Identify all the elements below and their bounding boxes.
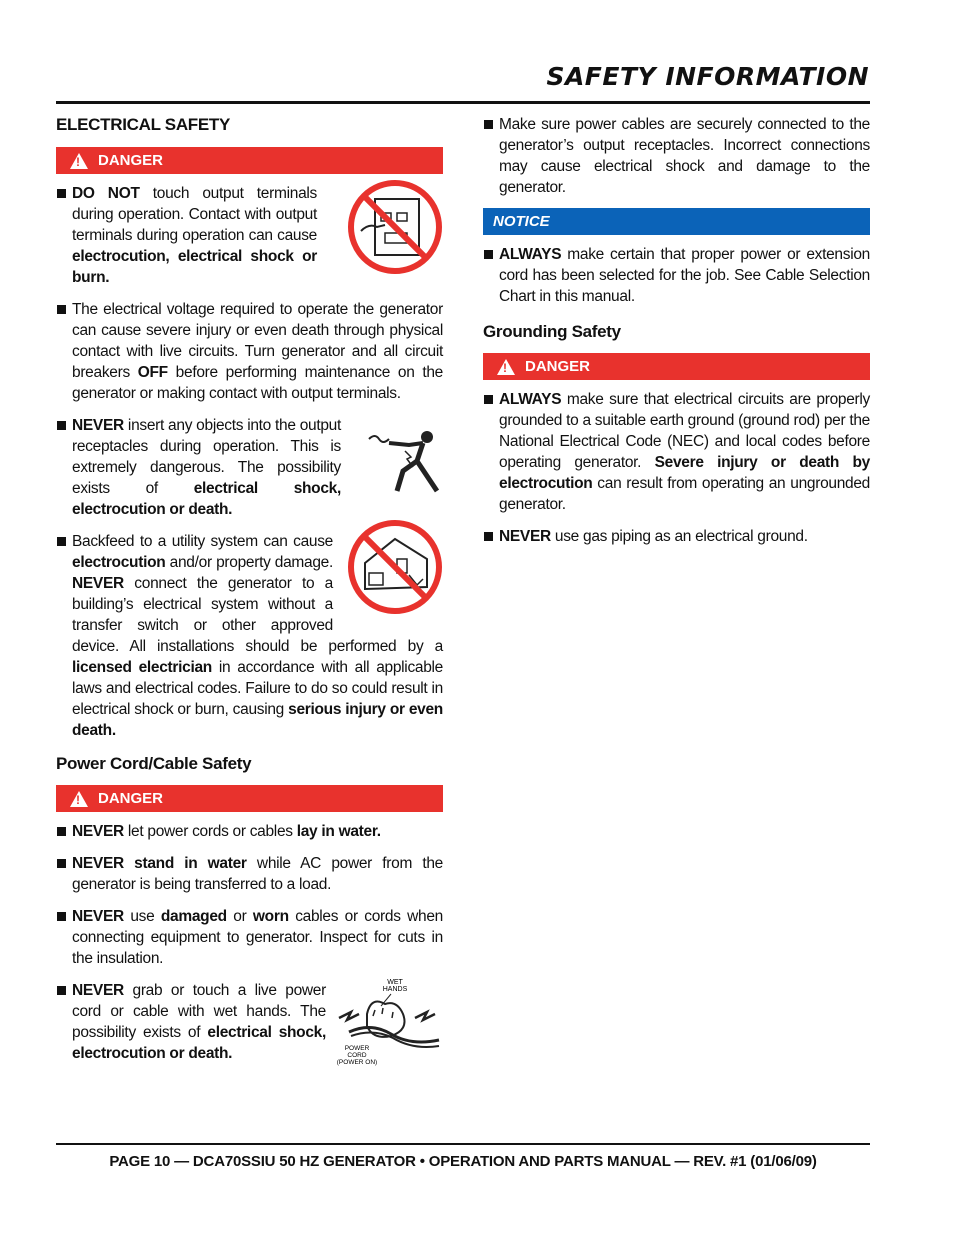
wet-hands-power-cord-icon — [331, 974, 443, 1070]
b7-bold-2: damaged — [160, 908, 227, 925]
cord-label-line3: (POWER ON) — [336, 1059, 378, 1066]
b2-text-end: before performing maintenance on the generator or making contact with output terminals. — [72, 364, 443, 402]
bullet-secure-cables — [483, 114, 870, 198]
b4-bold-2: NEVER — [72, 575, 124, 592]
warning-triangle-icon: ! — [497, 359, 515, 375]
bullet-damaged-cables — [56, 906, 443, 969]
r-b3-text-2: can result from operating an ungrounded generator. — [499, 475, 870, 513]
page-footer: PAGE 10 — DCA70SSIU 50 HZ GENERATOR • OPERATION AND PARTS MANUAL — REV. #1 (01/06/09) — [109, 1153, 817, 1170]
r-b3-bold-2: Severe injury or death by electrocution — [499, 454, 870, 492]
b1-bold-end: electrocution, electrical shock or burn. — [72, 248, 317, 286]
b4-text-3: connect the generator to a building’s electrical system without a transfer switch or other approved device. All installations should be performed by a — [72, 575, 443, 655]
r-b1-text: Make sure power cables are securely connected to the generator’s output receptacles. Incorrect connections may cause electrical shock and damage to the generator. — [499, 116, 870, 196]
bullet-proper-cord — [483, 244, 870, 307]
bullet-wet-hands — [56, 980, 443, 1064]
bullet-do-not-touch — [56, 183, 443, 288]
b3-bold: NEVER — [72, 417, 124, 434]
wet-label-line1: WET — [387, 979, 403, 986]
left-column — [56, 114, 443, 1064]
b4-bold-4: serious injury or even death. — [72, 701, 443, 739]
b7-text-2: or — [226, 908, 253, 925]
b4-bold-3: licensed electrician — [72, 659, 212, 676]
bullet-grounded — [483, 389, 870, 515]
b8-bold-end: electrical shock, electrocution or death. — [72, 1024, 327, 1062]
header-rule — [56, 101, 870, 104]
bullet-gas-piping — [483, 526, 870, 547]
b8-bold: NEVER — [72, 982, 124, 999]
danger-banner-3 — [483, 353, 870, 380]
b1-text: touch output terminals during operation. Contact with output terminals during operation can cause — [72, 185, 317, 244]
electrical-safety-heading: ELECTRICAL SAFETY — [56, 115, 231, 134]
b3-bold-end: electrical shock, electrocution or death. — [72, 480, 341, 518]
bullet-backfeed — [56, 531, 443, 741]
b4-text-4: in accordance with all applicable laws and electrical codes. Failure to do so could result in electrical shock or burn, causing — [72, 659, 443, 718]
bullet-lay-in-water — [56, 821, 443, 842]
b5-bold: NEVER — [72, 823, 124, 840]
b2-text: The electrical voltage required to operate the generator can cause severe injury or even death through physical contact with live circuits. Turn generator and all circuit breakers — [72, 301, 443, 381]
right-column — [483, 114, 870, 547]
r-b3-bold-1: ALWAYS — [499, 391, 562, 408]
danger-banner — [56, 147, 443, 174]
electric-shock-figure-icon — [365, 421, 447, 499]
b4-text: Backfeed to a utility system can cause — [72, 533, 333, 550]
danger-label: DANGER — [98, 152, 164, 169]
r-b4-text: use gas piping as an electrical ground. — [550, 528, 808, 545]
danger-label-3: DANGER — [525, 358, 591, 375]
warning-triangle-icon: ! — [70, 153, 88, 169]
bullet-stand-in-water — [56, 853, 443, 895]
cord-label-line2: CORD — [347, 1052, 367, 1059]
no-touch-terminals-icon — [347, 179, 443, 275]
b7-text-3: cables or cords when connecting equipment to generator. Inspect for cuts in the insulation. — [72, 908, 443, 967]
b4-text-2: and/or property damage. — [165, 554, 333, 571]
b6-text: while AC power from the generator is being transferred to a load. — [72, 855, 443, 893]
footer-rule — [56, 1143, 870, 1145]
notice-banner — [483, 208, 870, 235]
wet-label-line2: HANDS — [382, 986, 408, 993]
r-b2-text: make certain that proper power or extension cord has been selected for the job. See Cable Selection Chart in this manual. — [499, 246, 870, 305]
b2-bold: OFF — [137, 364, 168, 381]
b1-bold: DO NOT — [72, 185, 140, 202]
b7-text-1: use — [123, 908, 161, 925]
notice-label: NOTICE — [493, 213, 550, 230]
page-title: SAFETY INFORMATION — [546, 62, 869, 91]
r-b2-bold: ALWAYS — [499, 246, 562, 263]
danger-banner-2 — [56, 785, 443, 812]
grounding-heading: Grounding Safety — [483, 322, 621, 341]
bullet-never-insert — [56, 415, 443, 520]
b5-bold-end: lay in water. — [296, 823, 381, 840]
b8-text: grab or touch a live power cord or cable with wet hands. The possibility exists of — [72, 982, 326, 1041]
danger-label-2: DANGER — [98, 790, 164, 807]
bullet-voltage — [56, 299, 443, 404]
cord-label-line1: POWER — [344, 1045, 370, 1052]
r-b4-bold: NEVER — [499, 528, 551, 545]
b7-bold-1: NEVER — [72, 908, 124, 925]
b4-bold-1: electrocution — [72, 554, 166, 571]
b5-text: let power cords or cables — [123, 823, 297, 840]
image-float-spacer — [333, 531, 443, 627]
b3-text: insert any objects into the output receptacles during operation. This is extremely dangerous. The possibility exists of — [72, 417, 341, 497]
power-cord-heading: Power Cord/Cable Safety — [56, 754, 252, 773]
b6-bold: NEVER stand in water — [72, 855, 247, 872]
r-b3-text-1: make sure that electrical circuits are properly grounded to a suitable earth ground (ground rod) per the National Electrical Code (NEC) and local codes before operating generator. — [499, 391, 870, 471]
b7-bold-3: worn — [252, 908, 289, 925]
warning-triangle-icon: ! — [70, 791, 88, 807]
